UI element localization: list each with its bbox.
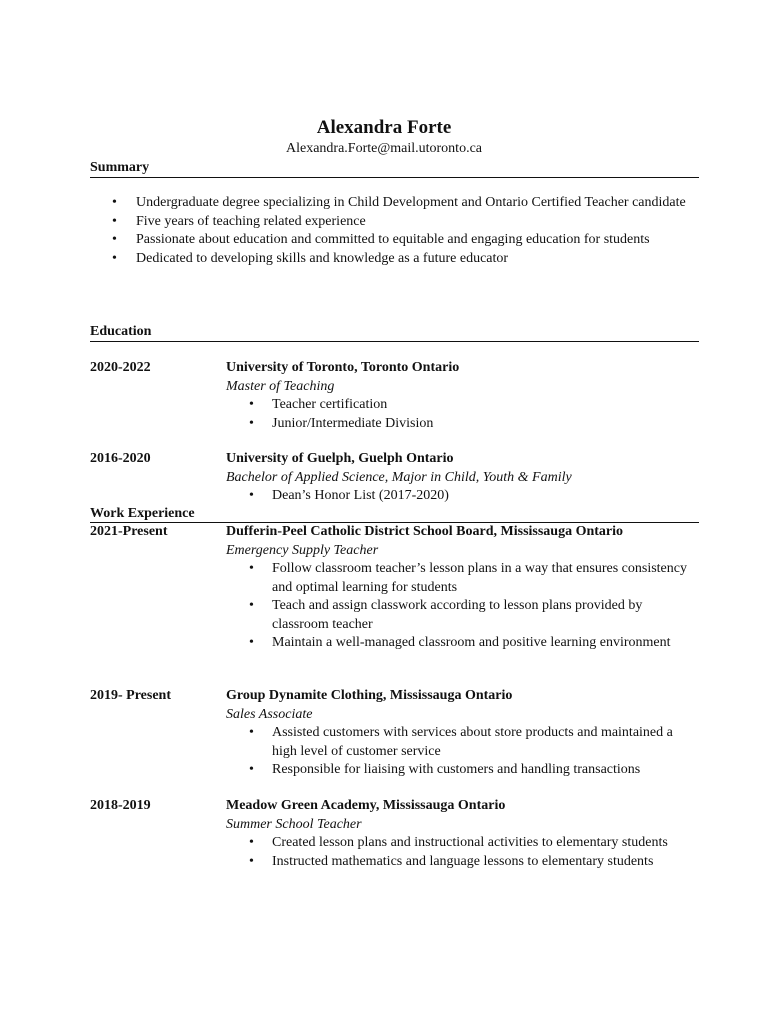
entry-bullet: • Created lesson plans and instructional activities to elementary students: [226, 834, 699, 853]
entry-dates: 2021-Present: [90, 524, 168, 539]
entry-dates: 2019- Present: [90, 688, 171, 703]
entry-role: Sales Associate: [226, 706, 313, 722]
summary-item: • Five years of teaching related experience: [90, 213, 690, 232]
entry-dates: 2020-2022: [90, 360, 151, 375]
education-entry: [90, 450, 699, 506]
summary-item: • Dedicated to developing skills and knowledge as a future educator: [90, 250, 690, 269]
education-divider: [90, 341, 699, 342]
entry-bullets: [226, 487, 699, 506]
entry-dates: 2016-2020: [90, 451, 151, 466]
entry-bullet: • Follow classroom teacher’s lesson plans in a way that ensures consistency and optimal learning for students: [226, 560, 699, 597]
work-entry: [90, 687, 699, 780]
entry-bullet: • Teacher certification: [226, 396, 699, 415]
entry-role: Bachelor of Applied Science, Major in Child, Youth & Family: [226, 469, 572, 485]
entry-bullets: [226, 396, 699, 433]
entry-bullet: • Assisted customers with services about store products and maintained a high level of customer service: [226, 724, 699, 761]
work-heading: Work Experience: [90, 506, 195, 521]
entry-role: Master of Teaching: [226, 378, 335, 394]
entry-bullet: • Instructed mathematics and language lessons to elementary students: [226, 853, 699, 872]
entry-bullets: [226, 560, 699, 653]
education-heading: Education: [90, 324, 152, 339]
email-address: Alexandra.Forte@mail.utoronto.ca: [286, 141, 482, 156]
entry-bullet: • Dean’s Honor List (2017-2020): [226, 487, 699, 506]
entry-organization: Meadow Green Academy, Mississauga Ontario: [226, 798, 506, 813]
summary-item: • Passionate about education and committed to equitable and engaging education for students: [90, 231, 690, 250]
entry-dates: 2018-2019: [90, 798, 151, 813]
entry-bullets: [226, 834, 699, 871]
work-entry: [90, 523, 699, 653]
entry-bullet: • Maintain a well-managed classroom and positive learning environment: [226, 634, 699, 653]
entry-role: Emergency Supply Teacher: [226, 542, 379, 558]
entry-role: Summer School Teacher: [226, 816, 362, 832]
summary-item: • Undergraduate degree specializing in Child Development and Ontario Certified Teacher candidate: [90, 194, 690, 213]
entry-bullet: • Teach and assign classwork according to lesson plans provided by classroom teacher: [226, 597, 699, 634]
summary-heading: Summary: [90, 160, 150, 175]
work-entry: [90, 797, 699, 871]
summary-list: [90, 194, 690, 268]
entry-organization: University of Guelph, Guelph Ontario: [226, 451, 454, 466]
entry-organization: Group Dynamite Clothing, Mississauga Ontario: [226, 688, 513, 703]
summary-divider: [90, 177, 699, 178]
education-entry: [90, 359, 699, 433]
entry-organization: University of Toronto, Toronto Ontario: [226, 360, 460, 375]
entry-organization: Dufferin-Peel Catholic District School Board, Mississauga Ontario: [226, 524, 624, 539]
resume-name: Alexandra Forte: [316, 117, 452, 138]
entry-bullets: [226, 724, 699, 780]
entry-bullet: • Junior/Intermediate Division: [226, 415, 699, 434]
entry-bullet: • Responsible for liaising with customers and handling transactions: [226, 761, 699, 780]
